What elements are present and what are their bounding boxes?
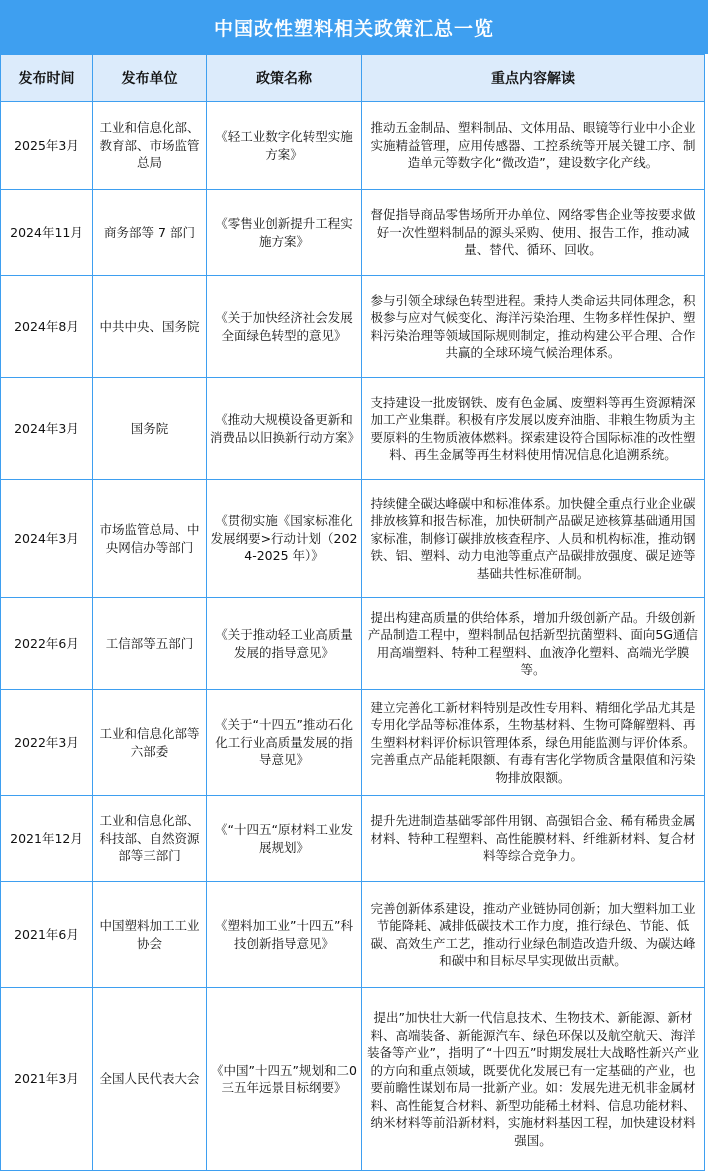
cell-policy: 《关于推动轻工业高质量发展的指导意见》 [207,598,362,690]
table-row [1,480,705,598]
cell-policy: 《贯彻实施《国家标准化发展纲要>行动计划（2024-2025 年）》 [207,480,362,598]
cell-content: 建立完善化工新材料特别是改性专用料、精细化学品尤其是专用化学品等标准体系，生物基材料、生物可降解塑料、再生塑料材料评价标识管理体系，绿色用能监测与评价体系。完善重点产品能耗限额、有毒有害化学物质含量限值和污染物排放限额。 [362,690,705,796]
column-header-policy: 政策名称 [207,55,362,102]
column-header-issuer: 发布单位 [93,55,207,102]
cell-policy: 《塑料加工业”十四五”科技创新指导意见》 [207,882,362,988]
table-row [1,598,705,690]
cell-issuer: 中共中央、国务院 [93,276,207,378]
cell-content: 参与引领全球绿色转型进程。秉持人类命运共同体理念，积极参与应对气候变化、海洋污染治理、生物多样性保护、塑料污染治理等领域国际规则制定，推动构建公平合理、合作共赢的全球环境气候治理体系。 [362,276,705,378]
table-row [1,102,705,190]
cell-policy: 《推动大规模设备更新和消费品以旧换新行动方案》 [207,378,362,480]
document-title: 中国改性塑料相关政策汇总一览 [0,0,708,54]
cell-policy: 《中国”十四五”规划和二0三五年远景目标纲要》 [207,988,362,1171]
cell-issuer: 商务部等 7 部门 [93,190,207,276]
cell-date: 2021年6月 [1,882,93,988]
cell-date: 2024年8月 [1,276,93,378]
cell-content: 完善创新体系建设，推动产业链协同创新；加大塑料加工业节能降耗、减排低碳技术工作力度，推行绿色、节能、低碳、高效生产工艺，推动行业绿色制造改造升级、为碳达峰和碳中和目标尽早实现做出贡献。 [362,882,705,988]
cell-issuer: 工业和信息化部、科技部、自然资源部等三部门 [93,796,207,882]
table-row [1,988,705,1171]
cell-issuer: 工信部等五部门 [93,598,207,690]
cell-policy: 《“十四五“原材料工业发展规划》 [207,796,362,882]
column-header-date: 发布时间 [1,55,93,102]
cell-policy: 《关于加快经济社会发展全面绿色转型的意见》 [207,276,362,378]
cell-content: 提出”加快壮大新一代信息技术、生物技术、新能源、新材料、高端装备、新能源汽车、绿色环保以及航空航天、海洋装备等产业”，指明了“十四五”时期发展壮大战略性新兴产业的方向和重点领域，既要优化发展已有一定基础的产业，也要前瞻性谋划布局一批新产业。如：发展先进无机非金属材料、高性能复合材料、新型功能稀土材料、信息功能材料、纳米材料等前沿新材料，实施材料基因工程，加快建设材料强国。 [362,988,705,1171]
cell-date: 2024年3月 [1,378,93,480]
cell-content: 持续健全碳达峰碳中和标准体系。加快健全重点行业企业碳排放核算和报告标准，加快研制产品碳足迹核算基础通用国家标准，制修订碳排放核查程序、人员和机构标准，推动钢铁、铝、塑料、动力电池等重点产品碳排放强度、碳足迹等基础共性标准研制。 [362,480,705,598]
table-row [1,276,705,378]
cell-issuer: 市场监管总局、中央网信办等部门 [93,480,207,598]
cell-date: 2025年3月 [1,102,93,190]
cell-date: 2021年3月 [1,988,93,1171]
table-row [1,378,705,480]
cell-date: 2022年6月 [1,598,93,690]
cell-date: 2024年3月 [1,480,93,598]
cell-policy: 《关于“十四五”推动石化化工行业高质量发展的指导意见》 [207,690,362,796]
cell-content: 提出构建高质量的供给体系，增加升级创新产品。升级创新产品制造工程中，塑料制品包括新型抗菌塑料、面向5G通信用高端塑料、特种工程塑料、血液净化塑料、高端光学膜等。 [362,598,705,690]
cell-issuer: 中国塑料加工工业协会 [93,882,207,988]
cell-policy: 《轻工业数字化转型实施方案》 [207,102,362,190]
column-header-content: 重点内容解读 [362,55,705,102]
table-row [1,190,705,276]
table-row [1,882,705,988]
policy-table [0,54,705,1171]
cell-content: 推动五金制品、塑料制品、文体用品、眼镜等行业中小企业实施精益管理，应用传感器、工控系统等开展关键工序、制造单元等数字化“微改造”，建设数字化产线。 [362,102,705,190]
cell-issuer: 工业和信息化部、教育部、市场监管总局 [93,102,207,190]
cell-content: 支持建设一批废钢铁、废有色金属、废塑料等再生资源精深加工产业集群。积极有序发展以废弃油脂、非粮生物质为主要原料的生物质液体燃料。探索建设符合国际标准的改性塑料、再生金属等再生材料使用情况信息化追溯系统。 [362,378,705,480]
cell-issuer: 国务院 [93,378,207,480]
cell-date: 2021年12月 [1,796,93,882]
table-body [1,102,705,1171]
cell-date: 2022年3月 [1,690,93,796]
cell-issuer: 全国人民代表大会 [93,988,207,1171]
table-header [1,55,705,102]
table-row [1,796,705,882]
cell-content: 提升先进制造基础零部件用钢、高强铝合金、稀有稀贵金属材料、特种工程塑料、高性能膜材料、纤维新材料、复合材料等综合竞争力。 [362,796,705,882]
cell-date: 2024年11月 [1,190,93,276]
cell-policy: 《零售业创新提升工程实施方案》 [207,190,362,276]
table-row [1,690,705,796]
cell-content: 督促指导商品零售场所开办单位、网络零售企业等按要求做好一次性塑料制品的源头采购、使用、报告工作，推动减量、替代、循环、回收。 [362,190,705,276]
cell-issuer: 工业和信息化部等六部委 [93,690,207,796]
